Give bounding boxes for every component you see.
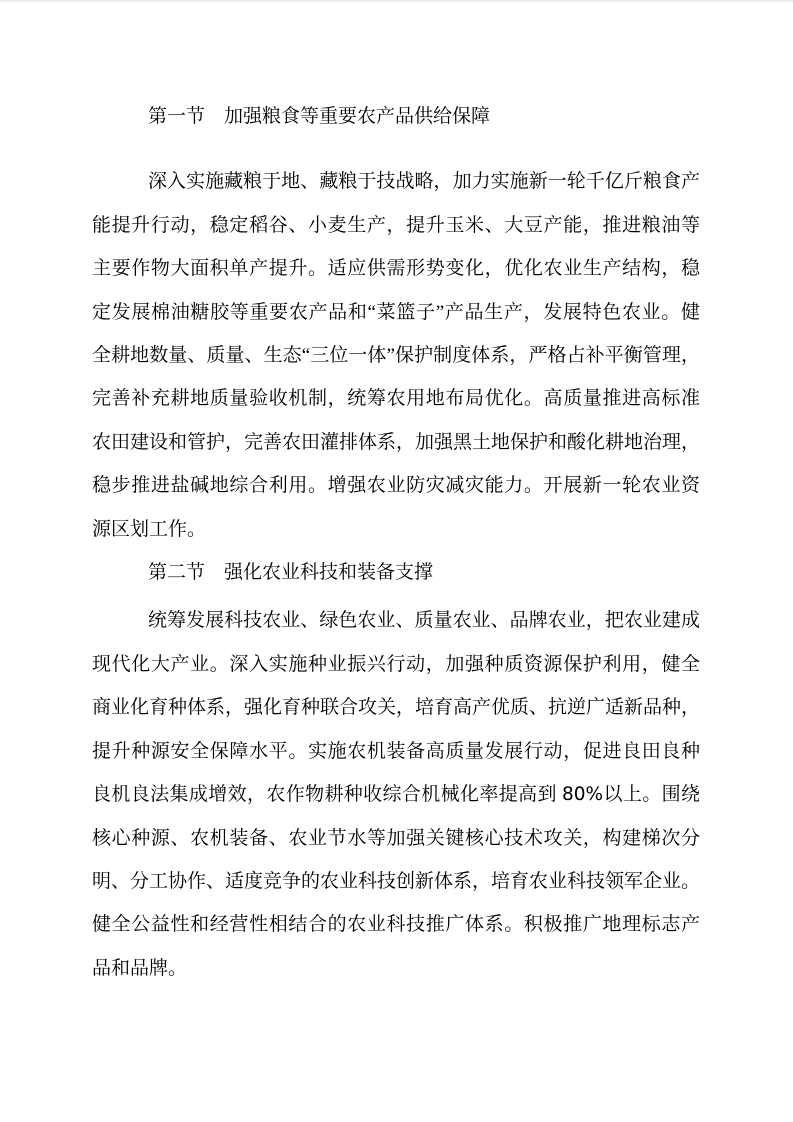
stat-text-before: 良机良法集成增效，农作物耕种收综合机械化率提高到 xyxy=(92,784,562,806)
stat-value: 80% xyxy=(562,784,604,806)
text-line: 品和品牌。 xyxy=(92,957,188,979)
text-line: 提升种源安全保障水平。实施农机装备高质量发展行动，促进良田良种 xyxy=(92,740,700,762)
text-line: 深入实施藏粮于地、藏粮于技战略，加力实施新一轮千亿斤粮食产 xyxy=(148,171,700,193)
text-line: 明、分工协作、适度竞争的农业科技创新体系，培育农业科技领军企业。 xyxy=(92,870,701,892)
text-line: 现代化大产业。深入实施种业振兴行动，加强种质资源保护利用，健全 xyxy=(92,653,700,675)
text-line-with-stat xyxy=(92,773,700,816)
text-line: 定发展棉油糖胶等重要农产品和“菜篮子”产品生产，发展特色农业。健 xyxy=(92,301,700,323)
text-line: 商业化育种体系，强化育种联合攻关，培育高产优质、抗逆广适新品种， xyxy=(92,697,701,719)
section-1-paragraph xyxy=(92,160,700,551)
section-2-paragraph xyxy=(92,599,700,990)
text-line: 农田建设和管护，完善农田灌排体系，加强黑土地保护和酸化耕地治理， xyxy=(92,431,701,453)
text-line: 完善补充耕地质量验收机制，统筹农用地布局优化。高质量推进高标准 xyxy=(92,388,700,410)
text-line: 主要作物大面积单产提升。适应供需形势变化，优化农业生产结构，稳 xyxy=(92,258,700,280)
text-line: 全耕地数量、质量、生态“三位一体”保护制度体系，严格占补平衡管理， xyxy=(92,345,700,367)
section-1-heading: 第一节 加强粮食等重要农产品供给保障 xyxy=(148,106,491,127)
text-line: 源区划工作。 xyxy=(92,518,207,540)
stat-text-after: 以上。围绕 xyxy=(603,784,700,806)
text-line: 稳步推进盐碱地综合利用。增强农业防灾减灾能力。开展新一轮农业资 xyxy=(92,475,700,497)
text-line: 健全公益性和经营性相结合的农业科技推广体系。积极推广地理标志产 xyxy=(92,914,700,936)
text-line: 统筹发展科技农业、绿色农业、质量农业、品牌农业，把农业建成 xyxy=(148,610,700,632)
text-line: 能提升行动，稳定稻谷、小麦生产，提升玉米、大豆产能，推进粮油等 xyxy=(92,214,700,236)
section-2-heading: 第二节 强化农业科技和装备支撑 xyxy=(148,562,434,584)
text-line: 核心种源、农机装备、农业节水等加强关键核心技术攻关，构建梯次分 xyxy=(92,827,700,849)
